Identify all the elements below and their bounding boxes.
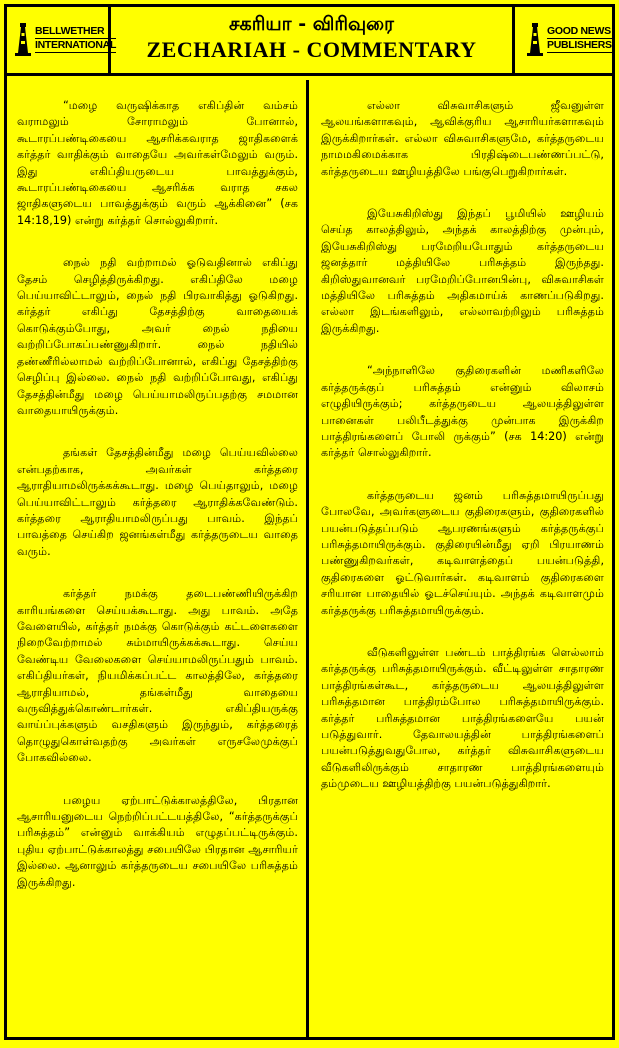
title-block bbox=[111, 7, 512, 73]
paragraph: வீடுகளிலுள்ள பண்டம் பாத்திரங்க ளெல்லாம் கர்த்தருக்கு பரிசுத்தமாயிருக்கும். வீட்டிலுள்ள சாதாரண பாத்திரங்கள்கூட, கர்த்தருடைய ஆலயத்திலுள்ள பரிசுத்தமான பாத்திரம்போல பரிசுத்தமாயிருக்கும். கர்த்தர் பரிசுத்தமான பாத்திரங்களையே பயன் படுத்துவார். தேவாலயத்தின் பாத்திரங்களைப் பயன்படுத்துவதுபோல, கர்த்தர் விசுவாசிகளுடைய வீடுகளிலிருக்கும் சாதாரண பாத்திரங்களையும் தம்முடைய ஊழியத்திற்கு பயன்படுத்துகிறார். bbox=[321, 645, 604, 791]
paragraph: “அந்நாளிலே குதிரைகளின் மணிகளிலே கர்த்தருக்குப் பரிசுத்தம் என்னும் விலாசம் எழுதியிருக்கும்; கர்த்தருடைய ஆலயத்திலுள்ள பானைகள் பலிபீடத்துக்கு முன்பாக இருக்கிற பாத்திரங்களைப் போலி ருக்கும்” (சக 14:20) என்று கர்த்தர் சொல்லுகிறார். bbox=[321, 364, 604, 460]
paragraph: பழைய ஏற்பாட்டுக்காலத்திலே, பிரதான ஆசாரியனுடைய நெற்றிப்பட்டயத்திலே, “கர்த்தருக்குப் பரிசுத்தம்” என்னும் வாக்கியம் எழுதப்பட்டிருக்கும். புதிய ஏற்பாட்டுக்காலத்து சபையிலே பிரதான ஆசாரியர் இல்லை. ஆனாலும் கர்த்தருடைய சபையிலே பரிசுத்தம் இருக்கிறது. bbox=[17, 793, 298, 889]
bellwether-logo bbox=[7, 7, 117, 73]
right-column bbox=[309, 80, 612, 1037]
paragraph: நைல் நதி வற்றாமல் ஓடுவதினால் எகிப்து தேசம் செழித்திருக்கிறது. எகிப்திலே மழை பெய்யாவிட்டாலும், நைல் நதி பிரவாகித்து ஓடுகிறது. கர்த்தர் எகிப்து தேசத்திற்கு வாதையைக் கொடுக்கும்போது, அவர் நைல் நதியை வற்றிப்போகப்பண்ணுகிறார். நைல் நதியில் தண்ணீரில்லாமல் வற்றிப்போனால், எகிப்து தேசத்திற்கு செழிப்பு இல்லை. நைல் நதி வற்றிப்போவது, எகிப்து தேசத்தின்மீது மழை பெய்யாமலிருப்பதற்கு சமமான வாதையாயிருக்கும். bbox=[17, 256, 298, 417]
paragraph: கர்த்தர் நமக்கு தடைபண்ணியிருக்கிற காரியங்களை செய்யக்கூடாது. அது பாவம். அதே வேளையில், கர்த்தர் நமக்கு கொடுக்கும் கட்டளைகளை நிறைவேற்றாமல் சும்மாயிருக்கக்கூடாது. செய்ய வேண்டிய வேலைகளை செய்யாமலிருப்பதும் பாவம். எகிப்தியர்கள், நியமிக்கப்பட்ட காலத்திலே, கர்த்தரை ஆராதியாமல், தங்கள்மீது வாதையை வருவித்துக்கொண்டார்கள். எகிப்தியருக்கு வாய்ப்புக்களும் வசதிகளும் இருந்தும், கர்த்தரைத் தொழுதுகொள்வதற்கு அவர்கள் எருசலேமுக்குப் போகவில்லை. bbox=[17, 587, 298, 765]
lighthouse-icon bbox=[525, 21, 545, 57]
logo-right-line2: PUBLISHERS bbox=[547, 39, 612, 51]
logo-right-line1: GOOD NEWS bbox=[547, 25, 611, 37]
lighthouse-icon bbox=[13, 21, 33, 57]
header bbox=[7, 7, 612, 76]
paragraph: கர்த்தருடைய ஜனம் பரிசுத்தமாயிருப்பது போலவே, அவர்களுடைய குதிரைகளும், குதிரைகளில் பயன்படுத்தப்படும் ஆபரணங்களும் கர்த்தருக்குப் பரிசுத்தமாயிருக்கும். குதிரையின்மீது ஏறி பிரயாணம் பண்ணுகிறவர்கள், கடிவாளத்தைப் பயன்படுத்தி, குதிரைகளை ஓட்டுவார்கள். கடிவாளம் குதிரைகளை சரியான பாதையில் ஓடச்செய்யும். அந்தக் கடிவாளமும் கர்த்தருக்கு பரிசுத்தமாயிருக்கும். bbox=[321, 488, 604, 617]
title-english: ZECHARIAH - COMMENTARY bbox=[146, 37, 477, 62]
paragraph: இயேசுகிறிஸ்து இந்தப் பூமியில் ஊழியம் செய்த காலத்திலும், அந்தக் காலத்திற்கு முன்பும், இயேசுகிறிஸ்து பரமேறியபோதும் கர்த்தருடைய ஜனத்தார் மத்தியிலே பரிசுத்தம் இருந்தது. கிறிஸ்துவானவர் பரமேறிப்போனபின்பு, விசுவாசிகள் மத்தியிலே பரிசுத்தம் அதிகமாய்க் காணப்படுகிறது. எல்லா இடங்களிலும், எல்லாவற்றிலும் பரிசுத்தம் இருக்கிறது. bbox=[321, 207, 604, 335]
good-news-logo bbox=[512, 7, 612, 73]
title-tamil: சகரியா - விரிவுரை bbox=[229, 13, 394, 35]
logo-left-line1: BELLWETHER bbox=[35, 25, 116, 39]
page bbox=[4, 4, 615, 1040]
paragraph: தங்கள் தேசத்தின்மீது மழை பெய்யவில்லை என்பதற்காக, அவர்கள் கர்த்தரை ஆராதியாமலிருக்கக்கூடாது. மழை பெய்தாலும், மழை பெய்யாவிட்டாலும் கர்த்தரை ஆராதிக்கவேண்டும். கர்த்தரை ஆராதியாமலிருப்பது பாவம். இந்தப் பாவத்தை செய்கிற ஜனங்கள்மீது கர்த்தருடைய வாதை வரும். bbox=[17, 446, 298, 558]
paragraph: “மழை வருஷிக்காத எகிப்தின் வம்சம் வராமலும் சோராமலும் போனால், கூடாரப்பண்டிகையை ஆசரிக்கவராத ஜாதிகளைக் கர்த்தர் வாதிக்கும் வாதையே அவர்கள்மேலும் வரும். இது எகிப்தியருடைய பாவத்துக்கும், கூடாரப்பண்டிகையை ஆசரிக்க வராத சகல ஜாதிகளுடைய பாவத்துக்கும் வரும் ஆக்கினை” (சக 14:18,19) என்று கர்த்தர் சொல்லுகிறார். bbox=[17, 99, 298, 227]
paragraph: எல்லா விசுவாசிகளும் ஜீவனுள்ள ஆலயங்களாகவும், ஆவிக்குரிய ஆசாரியர்களாகவும் இருக்கிறார்கள். எல்லா விசுவாசிகளுமே, கர்த்தருடைய நாமமகிமைக்காக பிரதிஷ்டைபண்ணப்பட்டு, கர்த்தருடைய ஊழியத்திலே பங்குபெறுகிறார்கள். bbox=[321, 99, 604, 178]
logo-left-line2: INTERNATIONAL bbox=[35, 39, 117, 51]
left-column bbox=[7, 80, 309, 1037]
